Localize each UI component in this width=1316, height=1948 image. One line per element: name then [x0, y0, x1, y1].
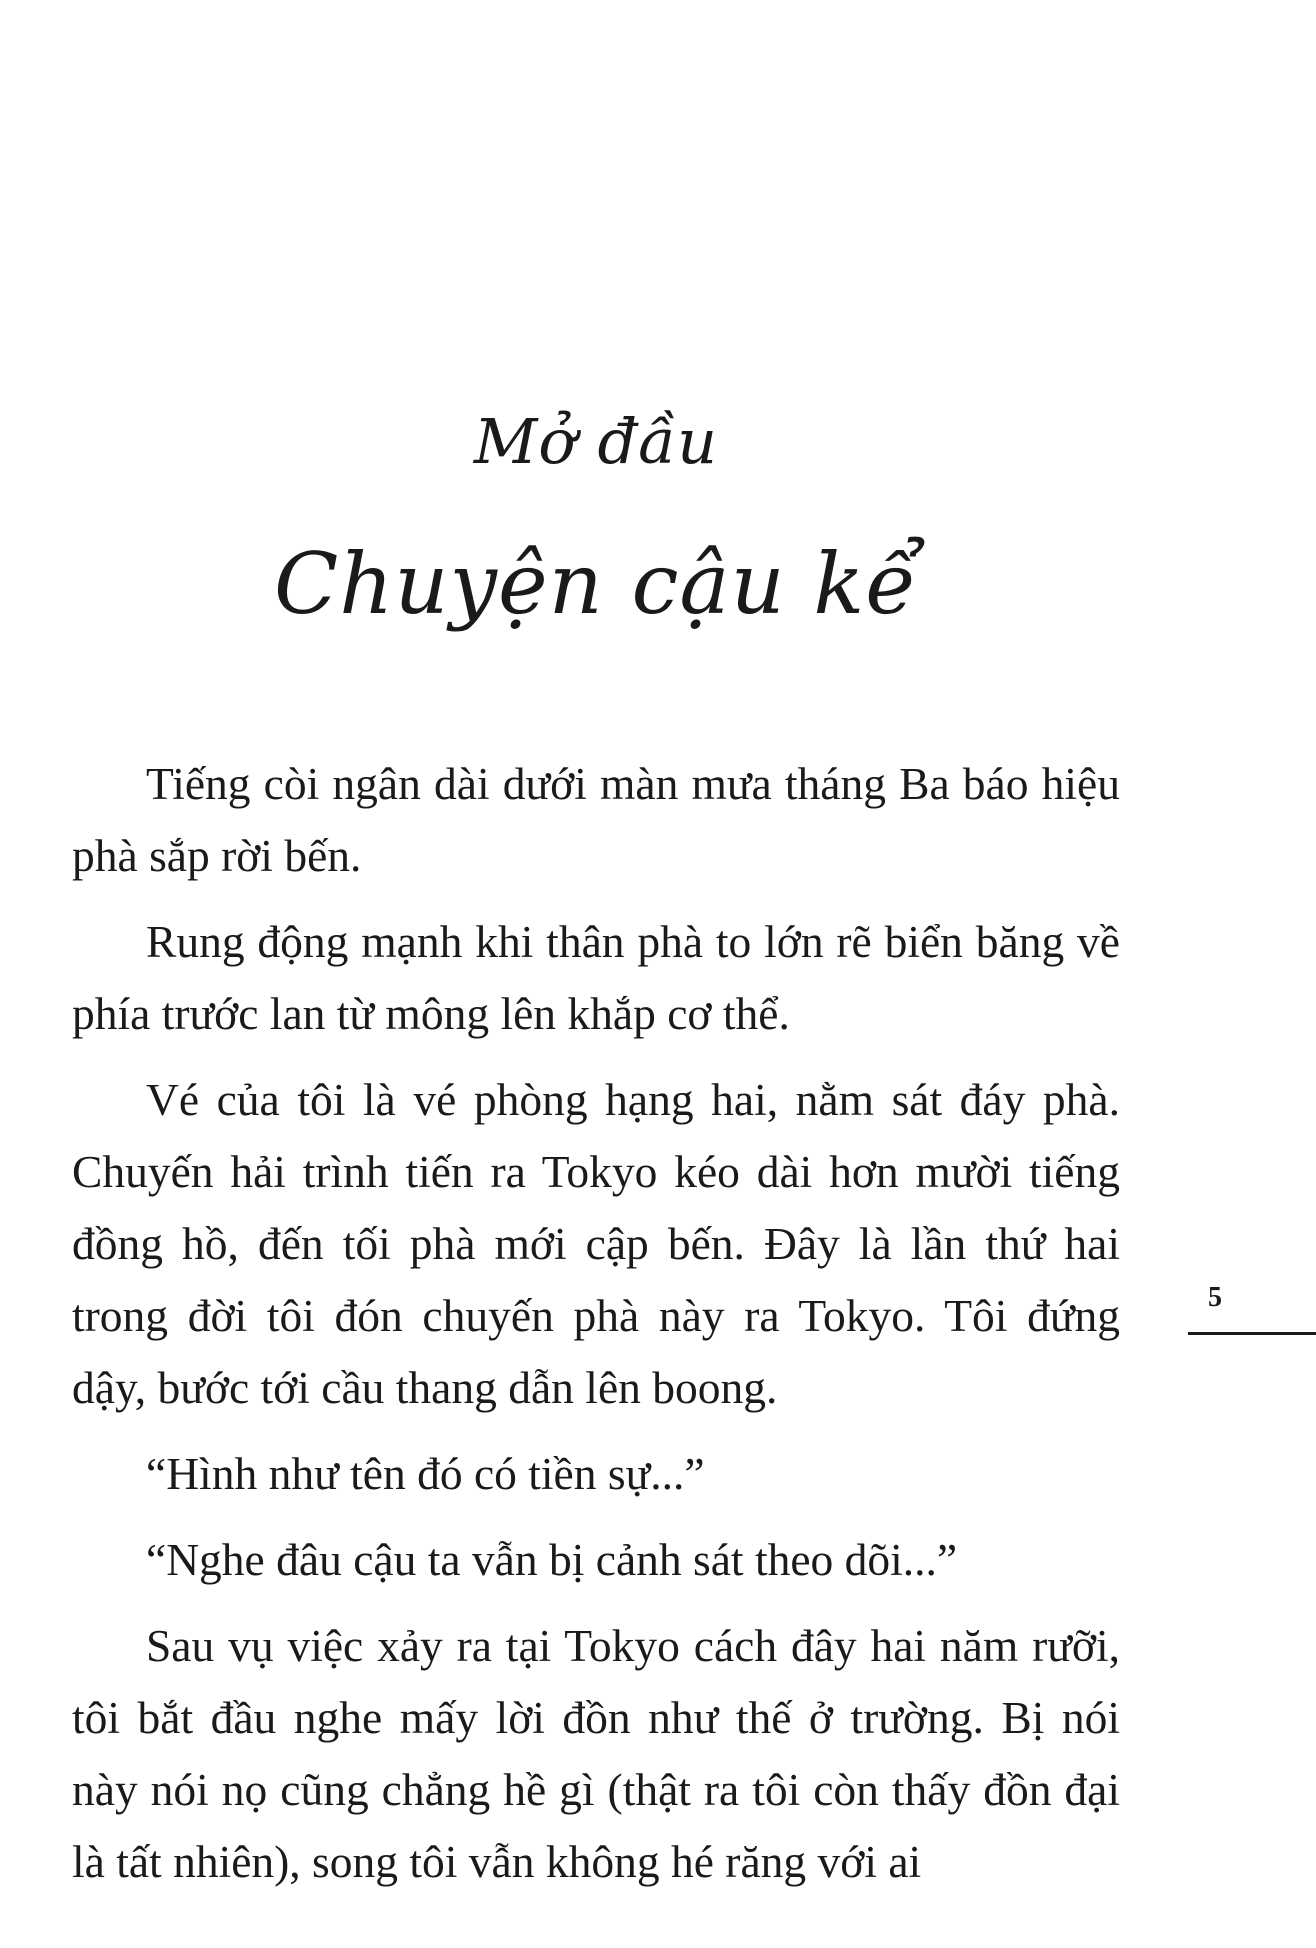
page-number-rule [1188, 1332, 1316, 1335]
paragraph: “Hình như tên đó có tiền sự...” [146, 1448, 705, 1499]
chapter-title: Chuyện cậu kể [274, 535, 918, 633]
paragraph: Sau vụ việc xảy ra tại Tokyo cách đây hai năm rưỡi, tôi bắt đầu nghe mấy lời đồn như thế ở trường. Bị nói này nói nọ cũng chẳng hề gì (thật ra tôi còn thấy đồn đại là tất nhiên), song tôi vẫn không hé răng với ai [72, 1620, 1120, 1887]
paragraph: Rung động mạnh khi thân phà to lớn rẽ biển băng về phía trước lan từ mông lên khắp cơ thể. [72, 916, 1120, 1039]
body-text [72, 748, 1120, 1912]
chapter-label: Mở đầu [473, 405, 719, 478]
paragraph: Tiếng còi ngân dài dưới màn mưa tháng Ba báo hiệu phà sắp rời bến. [72, 758, 1120, 881]
paragraph: Vé của tôi là vé phòng hạng hai, nằm sát đáy phà. Chuyến hải trình tiến ra Tokyo kéo dài hơn mười tiếng đồng hồ, đến tối phà mới cập bến. Đây là lần thứ hai trong đời tôi đón chuyến phà này ra Tokyo. Tôi đứng dậy, bước tới cầu thang dẫn lên boong. [72, 1074, 1120, 1413]
page-number: 5 [1208, 1282, 1222, 1313]
paragraph: “Nghe đâu cậu ta vẫn bị cảnh sát theo dõi...” [146, 1534, 958, 1585]
